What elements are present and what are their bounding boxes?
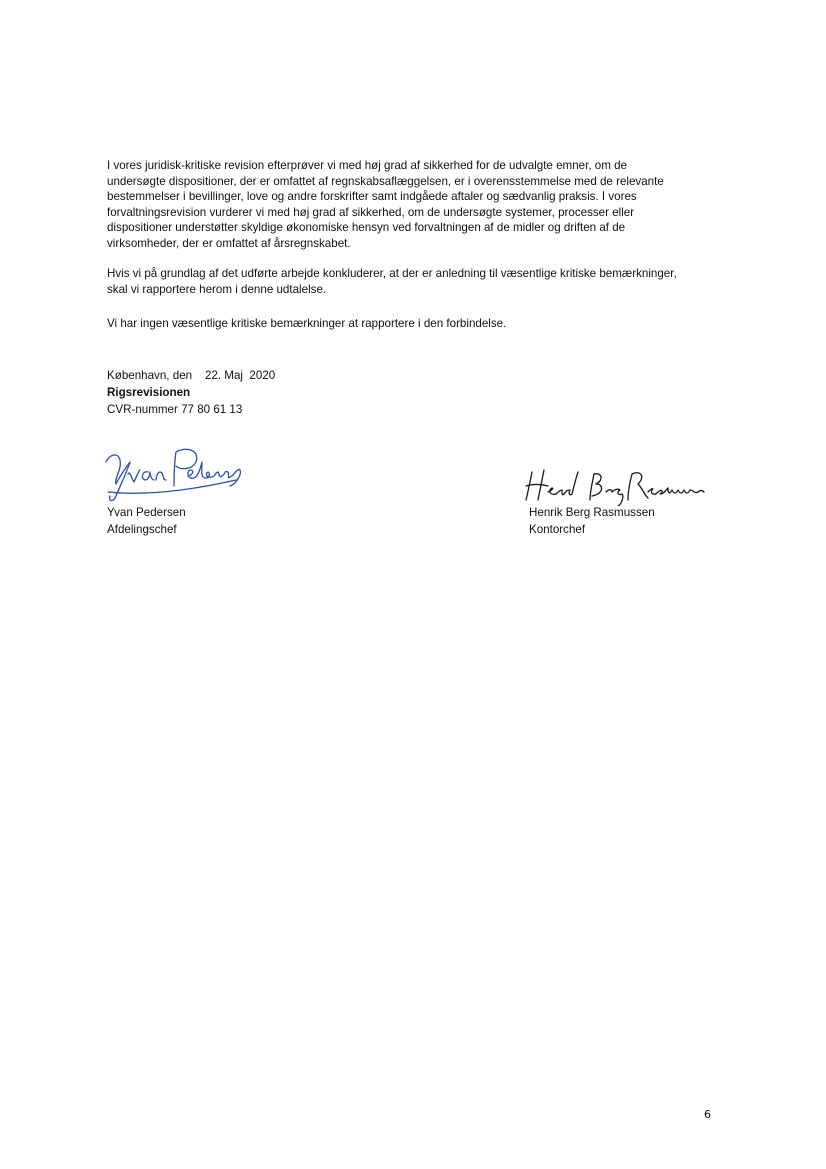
paragraph-reporting-duty	[107, 266, 727, 297]
organization-name: Rigsrevisionen	[107, 386, 191, 399]
cvr-number: CVR-nummer 77 80 61 13	[107, 403, 243, 416]
text-line: forvaltningsrevision vurderer vi med høj grad af sikkerhed, om de undersøgte systemer, processer eller	[107, 205, 635, 219]
signatory-title: Afdelingschef	[107, 523, 177, 536]
signatory-name: Yvan Pedersen	[107, 506, 186, 519]
text-line: skal vi rapportere herom i denne udtalelse.	[107, 282, 327, 296]
text-line: Hvis vi på grundlag af det udførte arbejde konkluderer, at der er anledning til væsentlige kritiske bemærkninger,	[107, 267, 677, 280]
signature-left-image	[96, 440, 246, 510]
text-line: undersøgte dispositioner, der er omfattet af regnskabsaflæggelsen, er i overensstemmelse med de relevante	[107, 174, 664, 188]
signature-right-image	[518, 466, 708, 506]
place-and-date: København, den 22. Maj 2020	[107, 369, 276, 382]
text-line: Vi har ingen væsentlige kritiske bemærkninger at rapportere i den forbindelse.	[107, 317, 507, 330]
signatory-left	[107, 504, 186, 538]
page-number: 6	[704, 1108, 711, 1121]
text-line: dispositioner understøtter skyldige økonomiske hensyn ved forvaltningen af de midler og driften af de	[107, 221, 626, 235]
signatory-title: Kontorchef	[529, 523, 586, 536]
signatory-right	[529, 504, 655, 538]
paragraph-conclusion	[107, 316, 727, 332]
signatory-name: Henrik Berg Rasmussen	[529, 506, 655, 519]
text-line: virksomheder, der er omfattet af årsregnskabet.	[107, 236, 351, 250]
paragraph-audit-scope	[107, 158, 727, 252]
text-line: bestemmelser i bevillinger, love og andre forskrifter samt indgåede aftaler og sædvanlig praksis. I vores	[107, 190, 637, 204]
text-line: I vores juridisk-kritiske revision efterprøver vi med høj grad af sikkerhed for de udvalgte emner, om de	[107, 159, 627, 172]
